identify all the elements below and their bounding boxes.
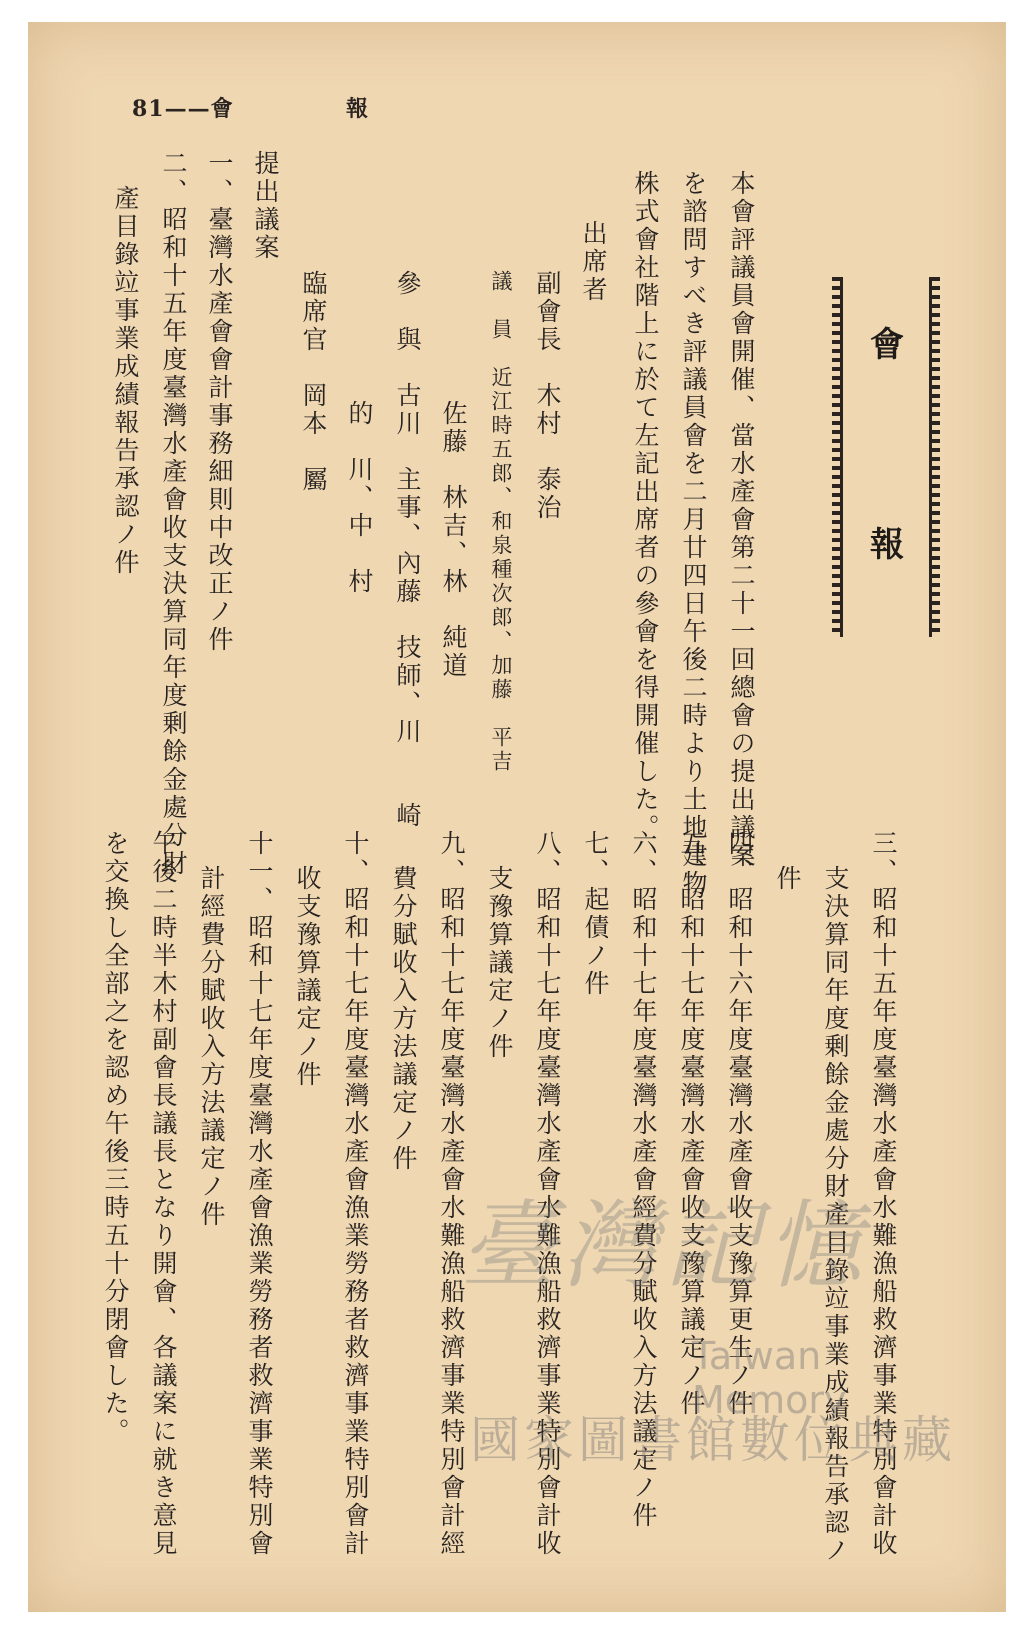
proposal-item: 支決算同年度剰餘金處分財產目錄竝事業成績報告承認ノ — [821, 865, 850, 1565]
body-line: 本會評議員會開催、當水產會第二十一回總會の提出議案 — [727, 170, 756, 870]
attendee-line: 議 員 近江時五郎、和泉種次郎、加藤 平吉 — [489, 270, 513, 774]
proposal-item: 五、昭和十七年度臺灣水產會收支豫算議定ノ件 — [677, 830, 706, 1418]
proposal-item: 四、昭和十六年度臺灣水產會收支豫算更生ノ件 — [725, 830, 754, 1418]
proposal-item: 件 — [773, 865, 802, 893]
proposal-item: 一、臺灣水產會會計事務細則中改正ノ件 — [205, 150, 234, 654]
attendee-line: 副會長 木村 泰治 — [533, 270, 562, 522]
proposals-heading: 提出議案 — [251, 150, 280, 262]
attendee-line: 的 川、中 村 — [345, 400, 374, 596]
proposal-item: 二、昭和十五年度臺灣水產會收支決算同年度剰餘金處分財 — [159, 150, 188, 878]
proposal-item: 三、昭和十五年度臺灣水產會水難漁船救濟事業特別會計收 — [869, 830, 898, 1558]
closing-line: 午後二時半木村副會長議長となり開會、各議案に就き意見 — [149, 830, 178, 1558]
proposal-item: 支豫算議定ノ件 — [485, 865, 514, 1061]
body-line: を諮問すべき評議員會を二月廿四日午後二時より土地建物 — [679, 170, 708, 898]
proposal-item: 計經費分賦收入方法議定ノ件 — [197, 865, 226, 1229]
running-header: 報 — [346, 96, 369, 122]
document-page — [28, 22, 1006, 1612]
watermark-logo: 臺灣記憶 — [460, 1190, 868, 1302]
watermark-subtitle: 國家圖書館數位典藏 — [470, 1411, 956, 1469]
proposal-item: 八、昭和十七年度臺灣水產會水難漁船救濟事業特別會計收 — [533, 830, 562, 1558]
attendees-heading: 出席者 — [579, 220, 608, 304]
section-banner — [840, 277, 932, 637]
watermark-english: Taiwan Memory — [692, 1334, 847, 1422]
proposal-item: 產目錄竝事業成績報告承認ノ件 — [111, 185, 140, 577]
proposal-item: 七、起債ノ件 — [581, 830, 610, 998]
page-number: 81——會 — [132, 96, 234, 122]
attendee-line: 參 與 古川 主事、內藤 技師、川 崎 — [393, 270, 422, 830]
proposal-item: 六、昭和十七年度臺灣水產會經費分賦收入方法議定ノ件 — [629, 830, 658, 1530]
attendee-line: 佐藤 林吉、林 純道 — [439, 400, 468, 680]
body-line: 株式會社階上に於て左記出席者の參會を得開催した。 — [631, 170, 660, 842]
proposal-item: 費分賦收入方法議定ノ件 — [389, 865, 418, 1173]
proposal-item: 九、昭和十七年度臺灣水產會水難漁船救濟事業特別會計經 — [437, 830, 466, 1558]
proposal-item: 十一、昭和十七年度臺灣水產會漁業勞務者救濟事業特別會 — [245, 830, 274, 1558]
closing-line: を交換し全部之を認め午後三時五十分閉會した。 — [101, 830, 130, 1446]
banner-title-1: 會 — [870, 325, 904, 365]
proposal-item: 收支豫算議定ノ件 — [293, 865, 322, 1089]
banner-title-2: 報 — [870, 525, 904, 565]
proposal-item: 十、昭和十七年度臺灣水產會漁業勞務者救濟事業特別會計 — [341, 830, 370, 1558]
attendee-line: 臨席官 岡本 屬 — [299, 270, 328, 494]
